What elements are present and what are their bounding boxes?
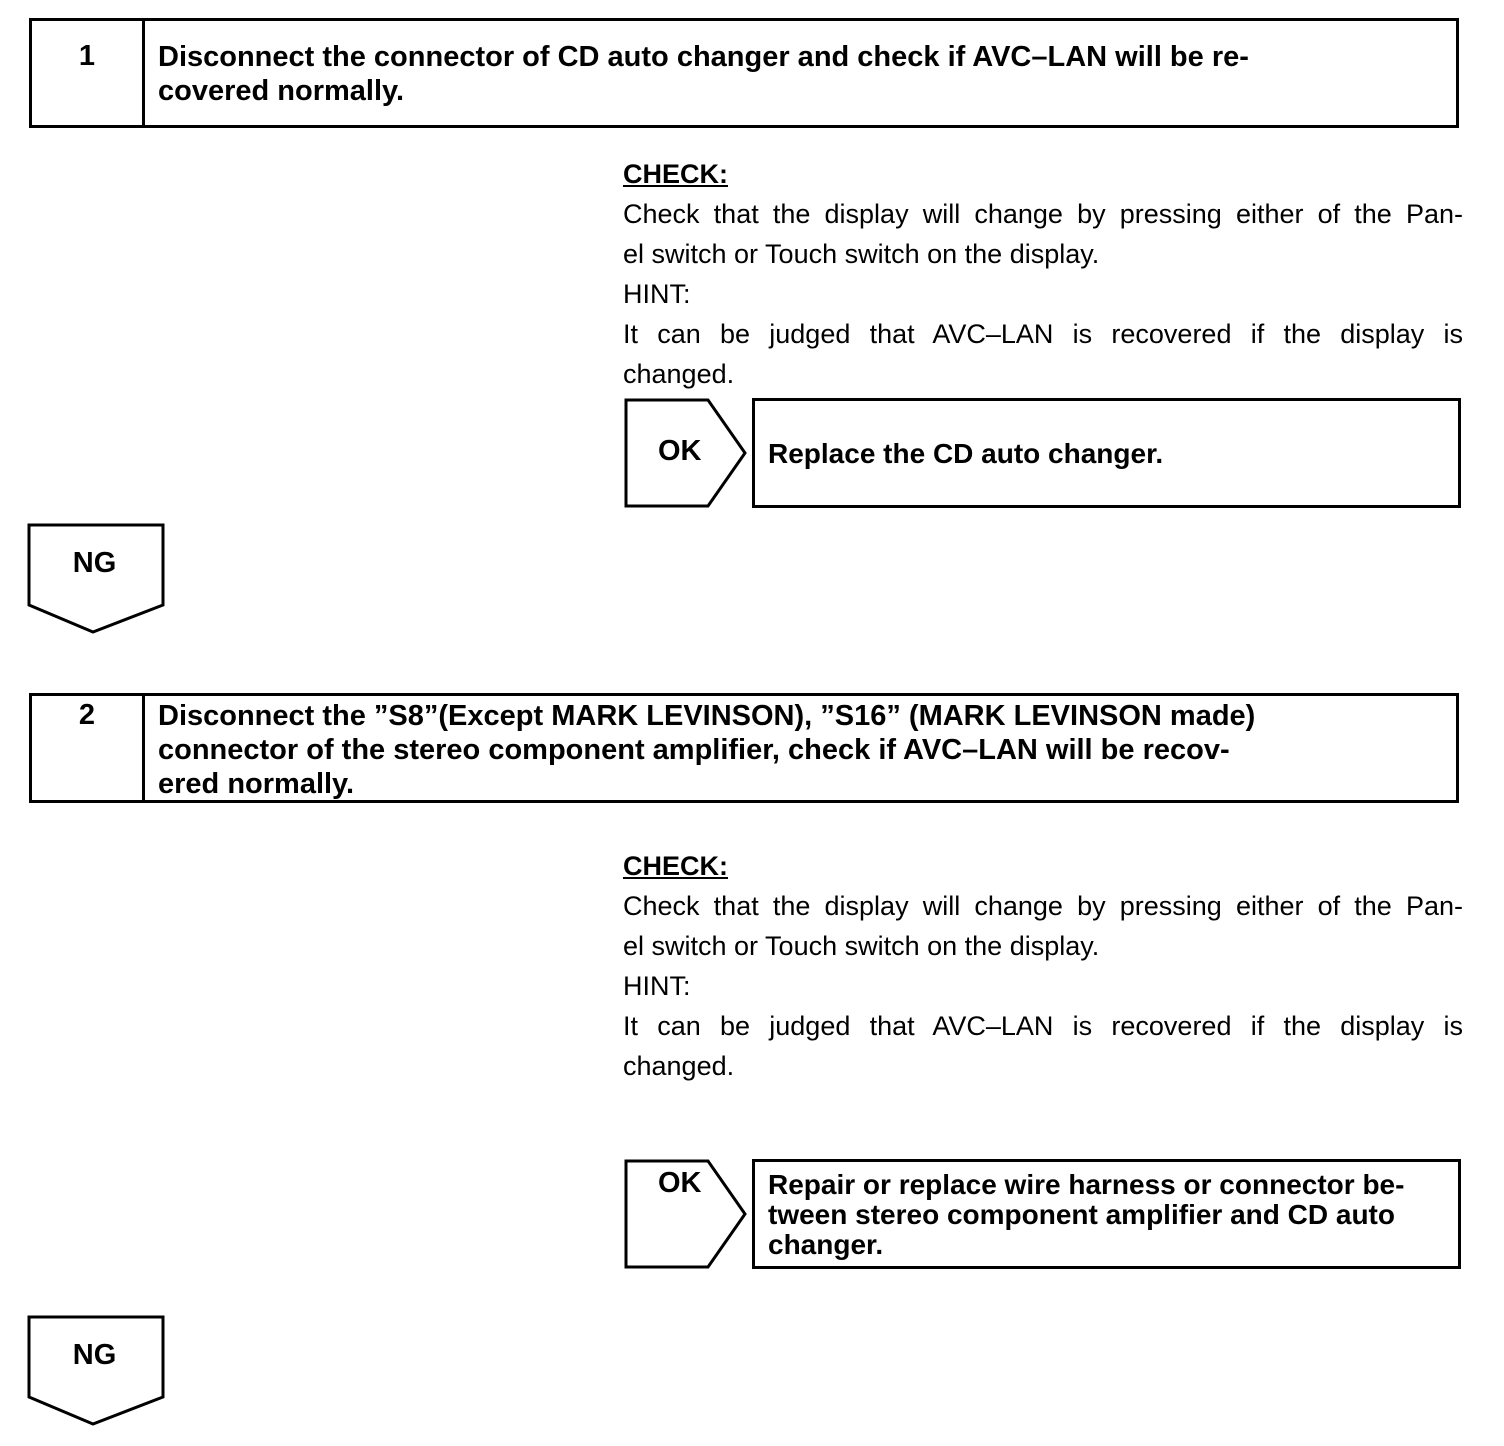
hint-heading: HINT: [623,279,691,309]
result-text-line: tween stereo component amplifier and CD auto [768,1199,1395,1230]
step-1-number [32,21,145,125]
step-2-header [29,693,1459,803]
check-text-line: Check that the display will change by pressing either of the Pan- [623,199,1463,229]
step-1-ng-tag [27,523,167,635]
step-2-number [32,696,145,800]
step-1-check-block [623,154,1463,394]
step-2-check-block [623,846,1463,1086]
hint-text-line: changed. [623,1051,735,1081]
ng-label: NG [72,547,117,579]
result-text-line: changer. [768,1229,884,1260]
step-number-text: 2 [78,699,96,731]
ok-label: OK [658,1167,702,1199]
step-title-line: ered normally. [158,768,355,800]
ok-label: OK [658,435,702,467]
step-1-title [158,40,1436,108]
step-2-title [158,699,1436,801]
check-heading: CHECK: [623,851,728,881]
hint-text-line: It can be judged that AVC–LAN is recovered if the display is [623,1011,1463,1041]
hint-text-line: changed. [623,359,735,389]
step-title-line: Disconnect the ”S8”(Except MARK LEVINSON), ”S16” (MARK LEVINSON made) [158,700,1256,732]
step-number-text: 1 [78,40,96,72]
step-1-header [29,18,1459,128]
check-text-line: el switch or Touch switch on the display. [623,931,1100,961]
check-text-line: el switch or Touch switch on the display. [623,239,1100,269]
step-title-line: connector of the stereo component amplifier, check if AVC–LAN will be recov- [158,734,1230,766]
step-title-line: Disconnect the connector of CD auto changer and check if AVC–LAN will be re- [158,41,1249,73]
step-1-ok-tag [624,398,748,508]
step-2-ng-tag [27,1315,167,1427]
ng-label: NG [72,1339,117,1371]
hint-heading: HINT: [623,971,691,1001]
result-text-line: Replace the CD auto changer. [768,438,1164,469]
result-text-line: Repair or replace wire harness or connector be- [768,1169,1405,1200]
step-title-line: covered normally. [158,75,405,107]
check-text-line: Check that the display will change by pressing either of the Pan- [623,891,1463,921]
step-1-ok-result [752,398,1461,508]
check-heading: CHECK: [623,159,728,189]
hint-text-line: It can be judged that AVC–LAN is recovered if the display is [623,319,1463,349]
step-2-ok-tag [624,1159,748,1269]
step-2-ok-result [752,1159,1461,1269]
